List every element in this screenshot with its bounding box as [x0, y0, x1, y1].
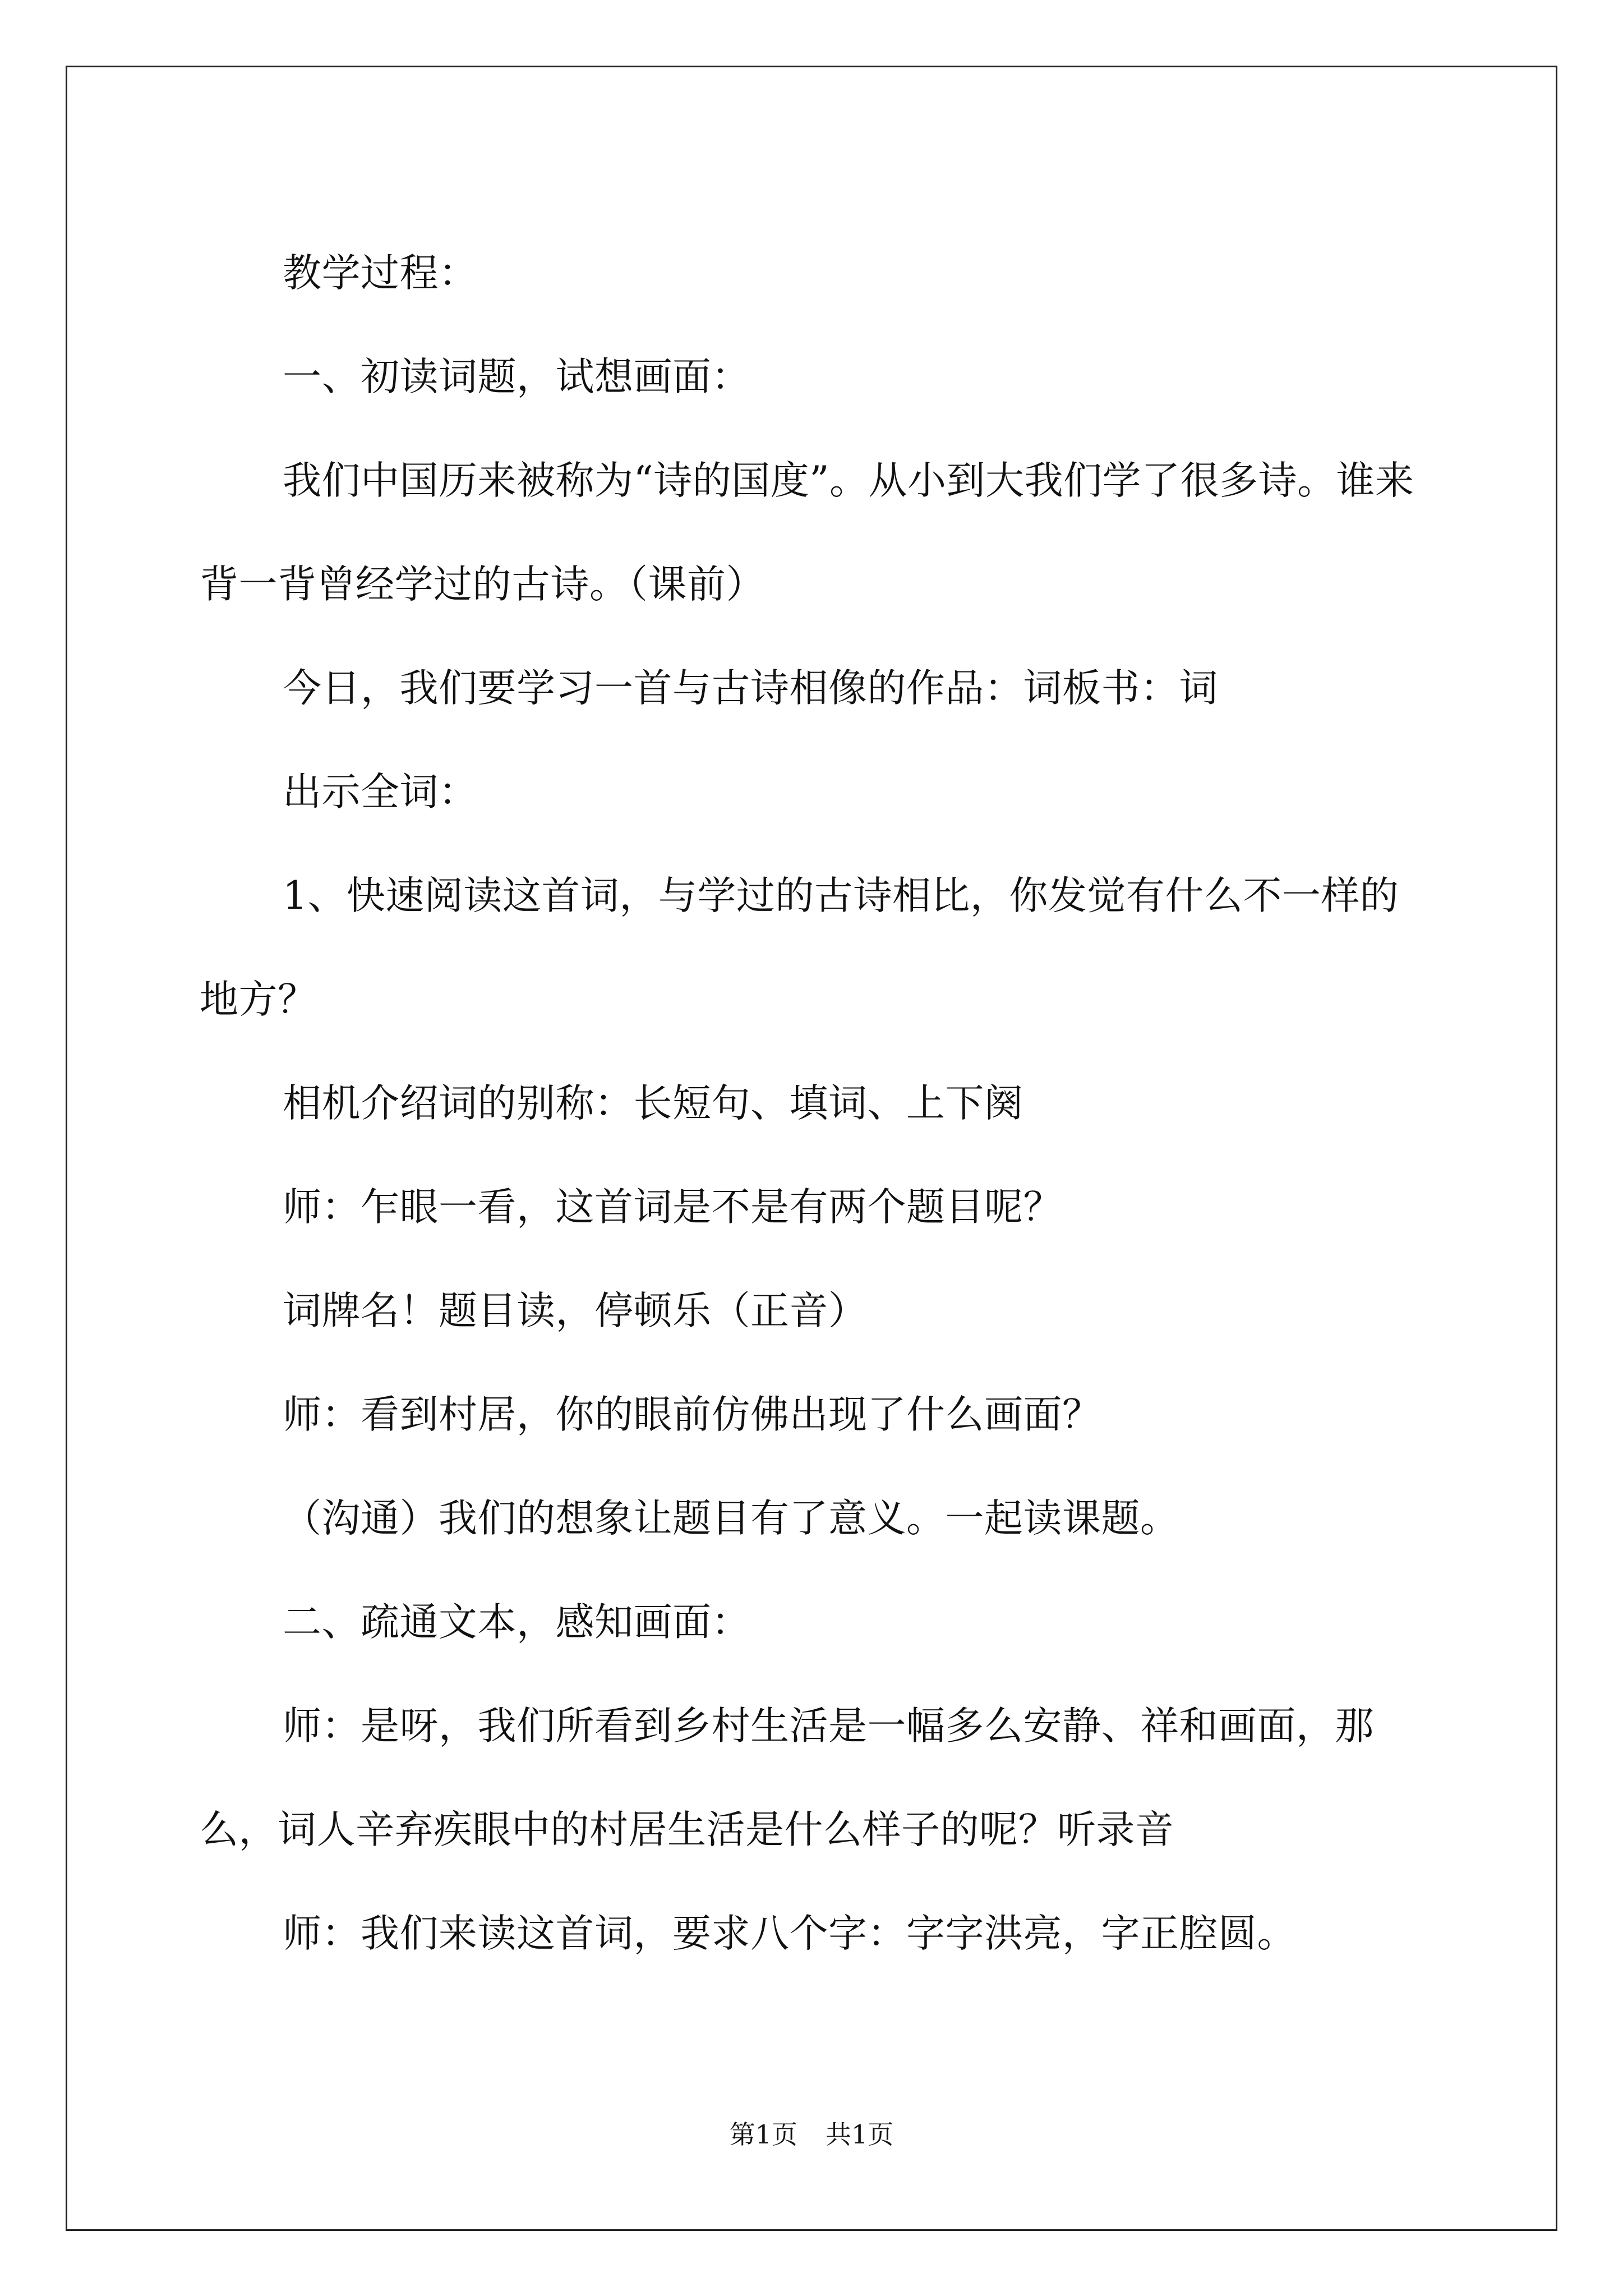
paragraph: 师：乍眼一看，这首词是不是有两个题目呢？ — [283, 1185, 1062, 1230]
paragraph: （沟通）我们的想象让题目有了意义。一起读课题。 — [283, 1496, 1179, 1541]
paragraph: 师：看到村居，你的眼前仿佛出现了什么画面？ — [283, 1392, 1101, 1437]
section-heading: 一、初读词题，试想画面： — [283, 355, 750, 399]
page-number: 第1页 — [729, 2119, 797, 2150]
page-footer — [0, 2118, 1623, 2151]
paragraph: 师：是呀，我们所看到乡村生活是一幅多么安静、祥和画面，那么，词人辛弃疾眼中的村居生活是什么样子的呢？听录音 — [200, 1704, 1374, 1852]
document-body — [200, 222, 1428, 1986]
paragraph: 我们中国历来被称为“诗的国度”。从小到大我们学了很多诗。谁来背一背曾经学过的古诗。（课前） — [200, 458, 1414, 607]
paragraph: 相机介绍词的别称：长短句、填词、上下阕 — [283, 1081, 1023, 1126]
paragraph: 1、快速阅读这首词，与学过的古诗相比，你发觉有什么不一样的地方？ — [200, 873, 1399, 1022]
page-total: 共1页 — [826, 2119, 894, 2150]
paragraph: 出示全词： — [283, 770, 478, 815]
paragraph: 今日，我们要学习一首与古诗相像的作品：词板书：词 — [283, 666, 1218, 711]
paragraph: 师：我们来读这首词，要求八个字：字字洪亮，字正腔圆。 — [283, 1911, 1296, 1956]
section-heading: 二、疏通文本，感知画面： — [283, 1600, 750, 1645]
paragraph: 词牌名！题目读，停顿乐（正音） — [283, 1289, 868, 1333]
paragraph: 教学过程： — [283, 251, 478, 296]
